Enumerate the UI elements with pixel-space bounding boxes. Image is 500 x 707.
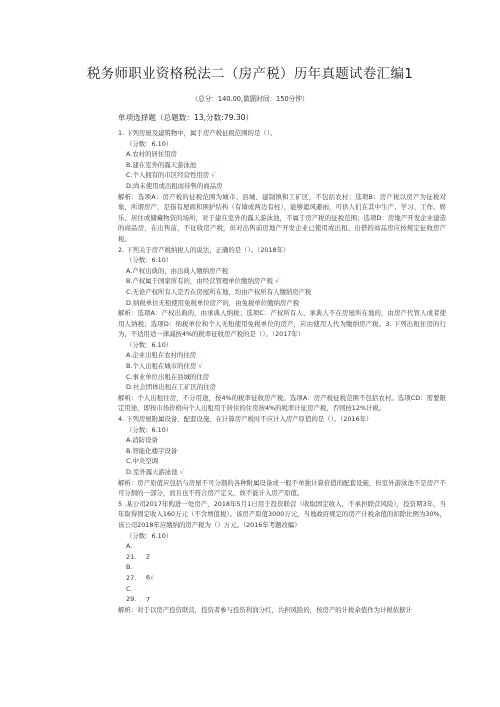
option-b [118,361,446,372]
check-mark-icon: √ [211,171,216,180]
option-b [118,562,446,583]
exam-meta: （总分：140.00,做题时间：150分钟） [191,95,309,103]
option-text: D.室外露天游泳池 [126,468,178,476]
question-stem: 1. 下列房屋及建筑物中，属于房产税征税范围的是（）。 [118,129,277,137]
option-value: 7 [146,595,151,604]
check-mark-icon: √ [275,277,280,286]
option-c [118,584,446,605]
question-stem: 5 .某公司2017年购进一处房产，2018年5月1日用于投资联营（收取固定收入，不承担联营风险），投资期3年，当年取得固定收入160万元（不含增值税）。该房产原值3000万元，当地政府规定的房产计税余值的扣除比例为30%，该公司2018年应缴纳的房产税为（）万元。（2016年考题改编） [118,499,446,529]
option-value: 6 [146,573,151,582]
option-a: A.企业出租在农村的住房 [126,351,197,360]
explanation: 解析：房产原值应包括与房屋不可分割的各种附属设备或一般不单独计算价值的配套设施，但室外游泳池不是房产不可分割的一部分，而且也不符合房产定义，故不能计入房产原值。 [118,478,446,498]
option-a: A.农村的居住用房 [126,150,178,159]
option-text: B.个人出租在城市的住房 [126,362,197,371]
document-title: 税务师职业资格税法二（房产税）历年真题试卷汇编1 [86,66,414,82]
option-d [118,467,446,478]
option-d: D.社会团体出租在工矿区的住房 [126,383,217,392]
option-value: 2 [146,552,151,561]
option-text: B.产权属于国家所有的，由经营管理单位缴纳房产税 [126,277,274,286]
question-score: （分数：6.10） [126,256,173,265]
option-text: C.个人拥有的市区经营性用房 [126,171,210,180]
question-stem: 4. 下列房屋附属设备、配套设施，在计算房产税时不应计入房产原值的是（）。（2016年） [118,415,373,424]
question-score: （分数：6.10） [126,531,173,540]
explanation: 解析：对于以房产投资联营，投资者参与投资利润分红，共担风险的，按房产的计税余值作为计税依据计 [118,605,412,614]
option-letter: C. 29. [126,584,137,604]
explanation: 解析：选项A：产权出典的，由承典人纳税；选项C：产权所有人、承典人不在房屋所在地的，由房产代管人或者使用人纳税；选项D：纳税单位和个人无租使用免税单位的房产，应由使用人代为缴纳房产税。3. 下列出租住房的行为，不适用适一律减按4%的税率征收房产税的是（）。（2017年） [118,309,446,339]
option-b [118,276,446,287]
option-d: D.纳税单位无租使用免税单位房产的，由免税单位缴纳房产税 [126,298,300,307]
option-a: A.消防设备 [126,436,158,445]
option-b: B.建在室外的露天游泳池 [126,160,197,169]
check-mark-icon: √ [179,468,184,476]
explanation: 解析：选项A：房产税的征税范围为城市、县城、建制镇和工矿区，不包括农村；选项B：房产税以房产为征税对象，所谓房产，是指有屋面和围护结构（有墙或两边有柱），能够遮风避雨，可供人们在其中生产、学习、工作、娱乐、居住或储藏物资的场所，对于建在室外的露天游泳池，不属于房产税的征税范围；选项D：房地产开发企业建造的商品房，在出售前，不征收房产税，但对出售前房地产开发企业已使用或出租、出借的商品房应按规定征收房产税。 [118,192,446,243]
option-b: B.智能化楼宇设备 [126,446,178,455]
option-c: C.无论产权所有人是否在房屋所在地，均由产权所有人缴纳房产税 [126,287,312,296]
question-score: （分数：6.10） [126,139,173,148]
section-heading: 单项选择题（总题数：13,分数:79.30） [118,113,254,122]
explanation: 解析：个人出租住房，不分用途，按4%的税率征收房产税。选项A：房产税征税范围不包括农村。选项CD：需要限定用途，即按市场价格向个人出租用于居住的住房按4%的税率计征房产税，否则按12%计税。 [118,393,446,413]
question-list [118,128,446,615]
question-score: （分数：6.10） [126,340,173,349]
option-c: C.事业单位出租在县城的住房 [126,372,210,381]
option-letter: A. 21. [126,542,137,561]
option-letter: B. 27. [126,563,137,582]
check-mark-icon: √ [198,362,203,371]
option-c [118,170,446,181]
option-a [118,541,446,562]
option-c: C.中央空调 [126,457,159,466]
check-mark-icon: √ [150,573,155,582]
option-a: A.产权出典的，由出典人缴纳房产税 [126,266,229,275]
question-score: （分数：6.10） [126,425,173,434]
question-stem: 2. 下列关于房产税纳税人的说法，正确的是（）。（2018年） [118,245,290,254]
option-d: D.尚未使用或出租而待售的商品房 [126,181,223,190]
